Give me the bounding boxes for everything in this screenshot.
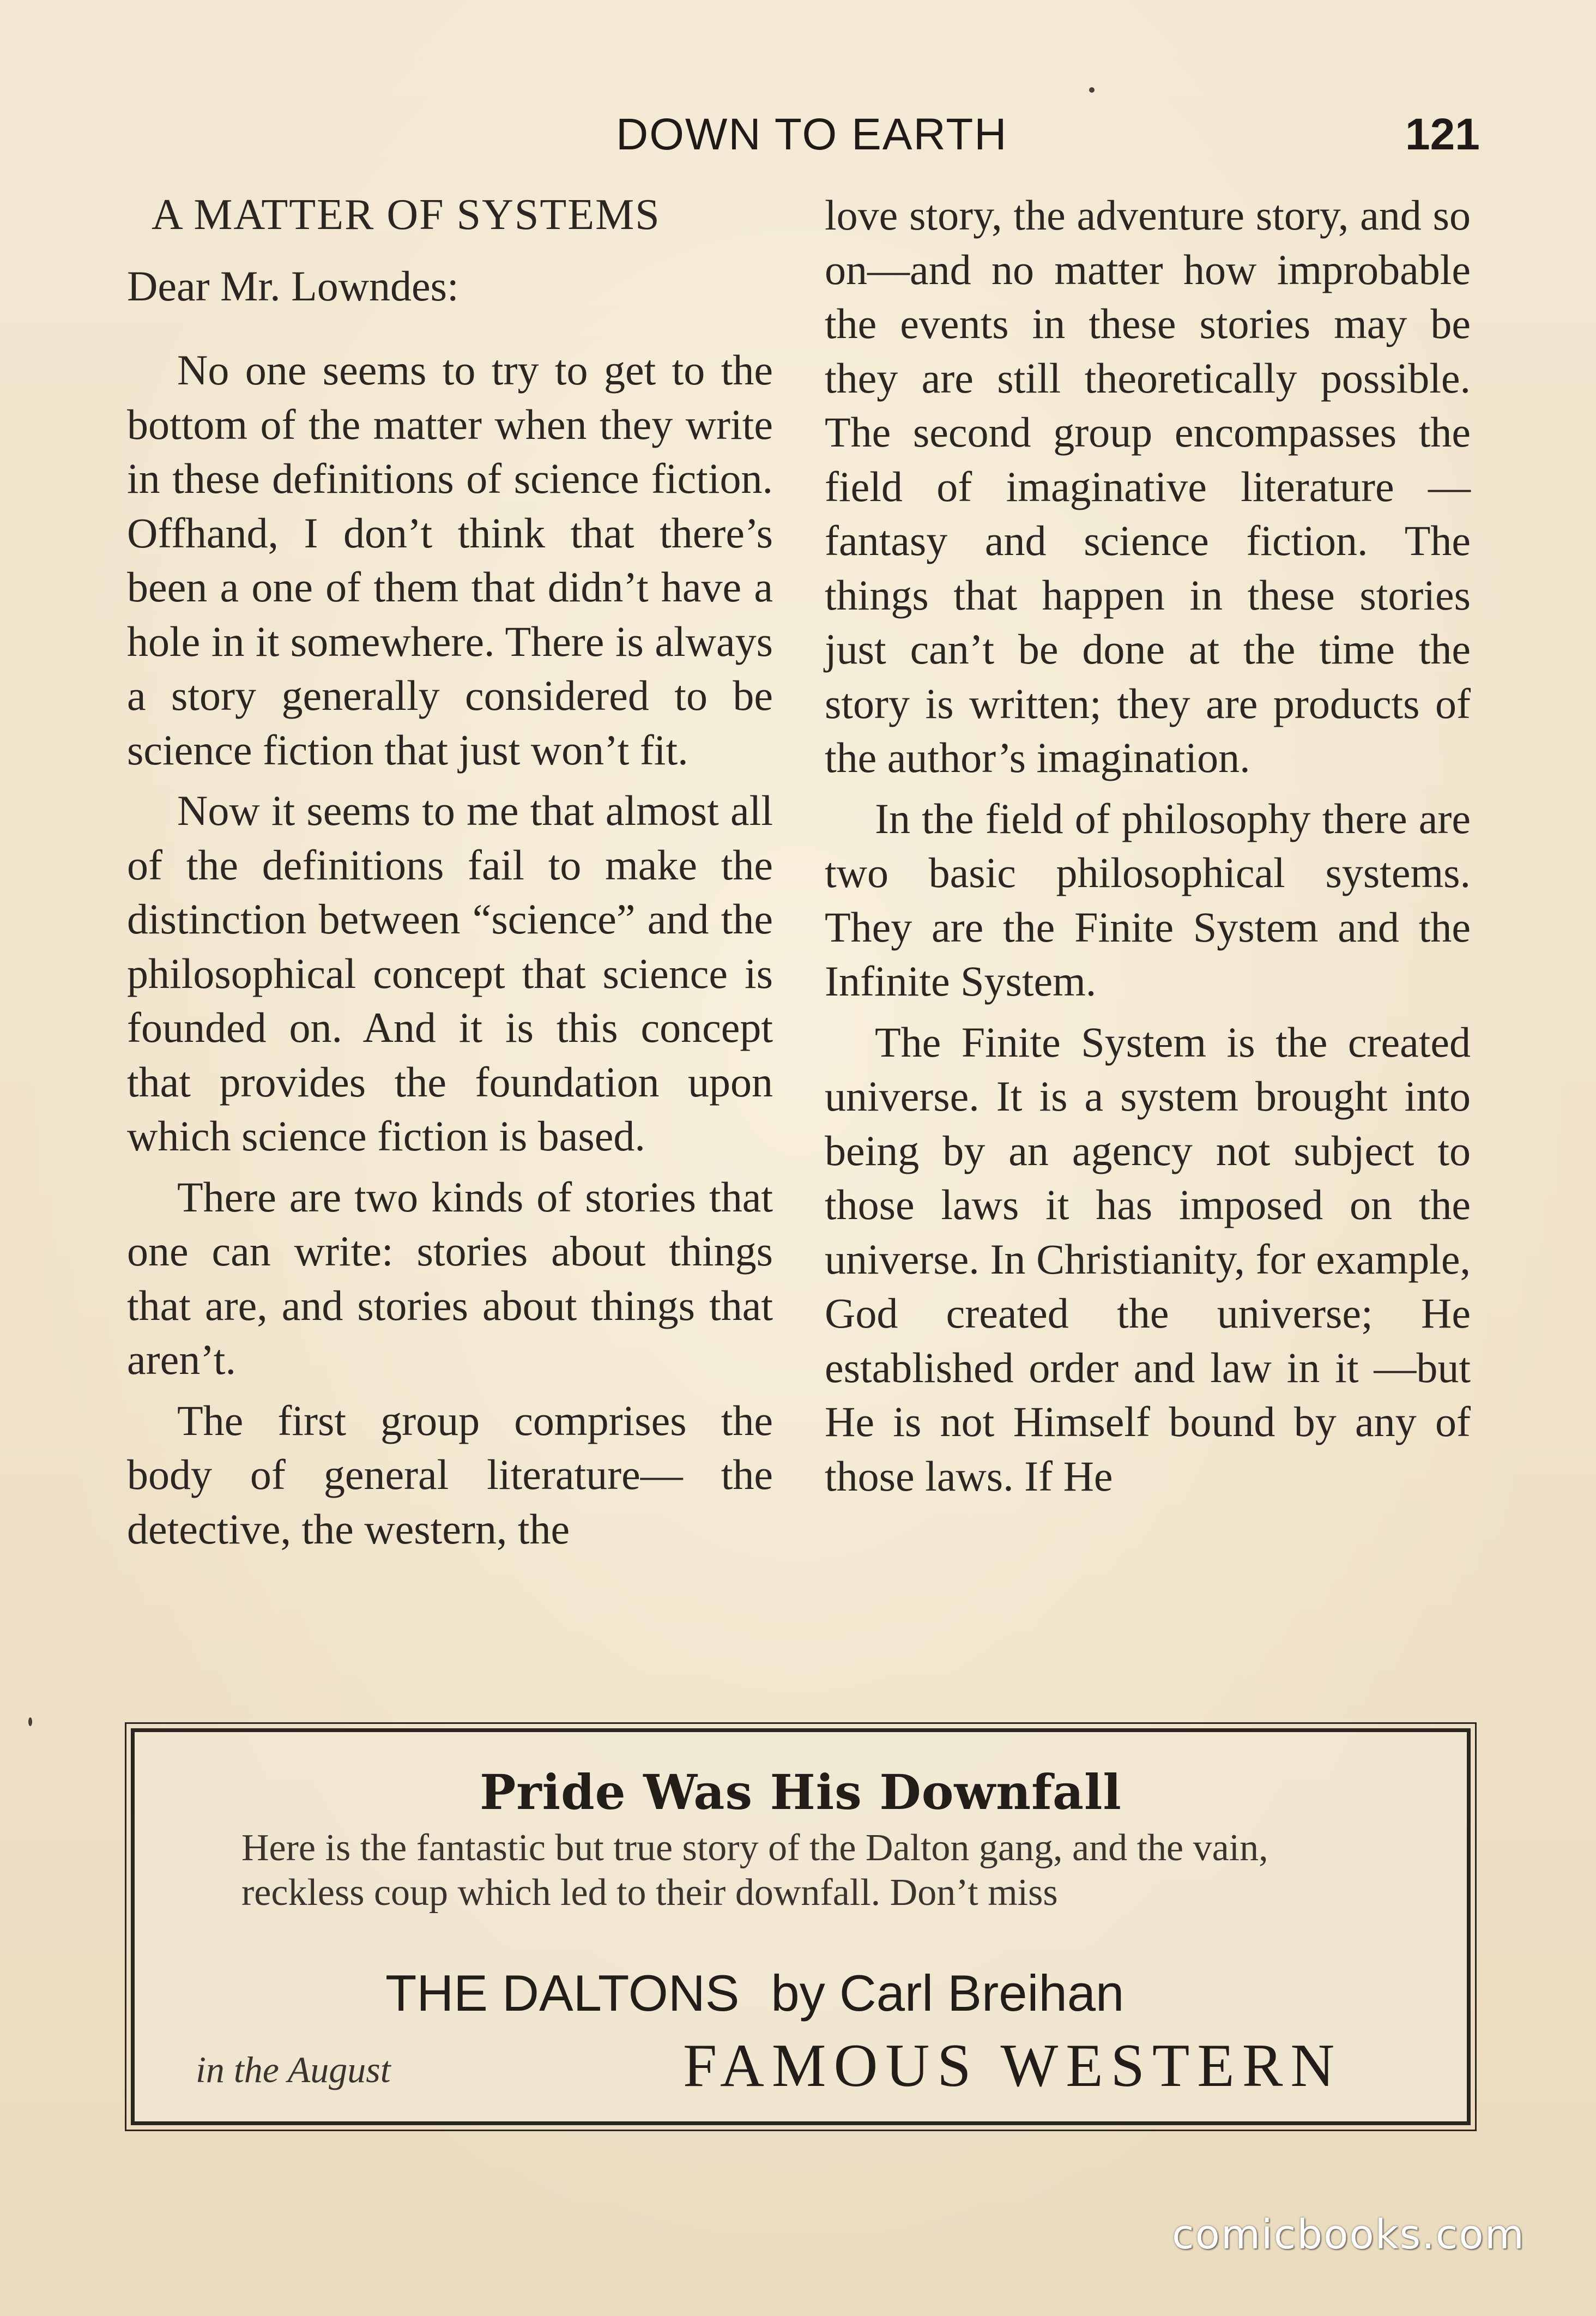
advertisement-box	[131, 1728, 1471, 2125]
ad-issue-label: in the August	[196, 2049, 391, 2090]
paragraph: The first group comprises the body of general literature— the detective, the western, the	[127, 1396, 773, 1553]
ad-title: Pride Was His Downfall	[480, 1764, 1122, 1820]
right-column	[825, 188, 1471, 1503]
paragraph: There are two kinds of stories that one can write: stories about things that are, and stories about things that aren’t.	[127, 1173, 773, 1383]
paragraph: The Finite System is the created universe. It is a system brought into being by an agency not subject to those laws it has imposed on the universe. In Christianity, for example, God created the universe; He established order and law in it —but He is not Himself bound by any of those laws. If He	[825, 1018, 1471, 1500]
running-title: DOWN TO EARTH	[616, 110, 1008, 159]
article-heading: A MATTER OF SYSTEMS	[152, 191, 661, 239]
paragraph-continuation: love story, the adventure story, and so on—and no matter how improbable the events in these stories may be they are still theoretically possible. The second group encompasses the field of imaginative literature —fantasy and science fiction. The things that happen in these stories just can’t be done at the time the story is written; they are products of the author’s imagination.	[825, 191, 1471, 781]
ink-speck	[1089, 87, 1095, 93]
ad-feature-byline: by Carl Breihan	[771, 1964, 1125, 2022]
page-number: 121	[1405, 110, 1480, 159]
ad-magazine-name: FAMOUS WESTERN	[683, 2032, 1343, 2100]
ad-feature-title: THE DALTONS	[385, 1964, 740, 2022]
paragraph: No one seems to try to get to the bottom of the matter when they write in these definitions of science fiction. Offhand, I don’t think that there’s been a one of them that didn’t have a hole in it somewhere. There is always a story generally considered to be science fiction that just won’t fit.	[127, 346, 773, 774]
ink-speck	[28, 1717, 32, 1726]
paragraph: Now it seems to me that almost all of the definitions fail to make the distinction between “science” and the philosophical concept that science is founded on. And it is this concept that provides the foundation upon which science fiction is based.	[127, 787, 773, 1160]
salutation: Dear Mr. Lowndes:	[127, 262, 459, 310]
left-column	[127, 188, 773, 1556]
ad-body-text: Here is the fantastic but true story of the Dalton gang, and the vain, reckless coup which led to their downfall. Don’t miss	[241, 1827, 1268, 1914]
watermark: comicbooks.com	[1172, 2211, 1525, 2258]
paragraph: In the field of philosophy there are two basic philosophical systems. They are the Finite System and the Infinite System.	[825, 794, 1471, 1005]
ad-feature-line	[385, 1964, 1124, 2023]
